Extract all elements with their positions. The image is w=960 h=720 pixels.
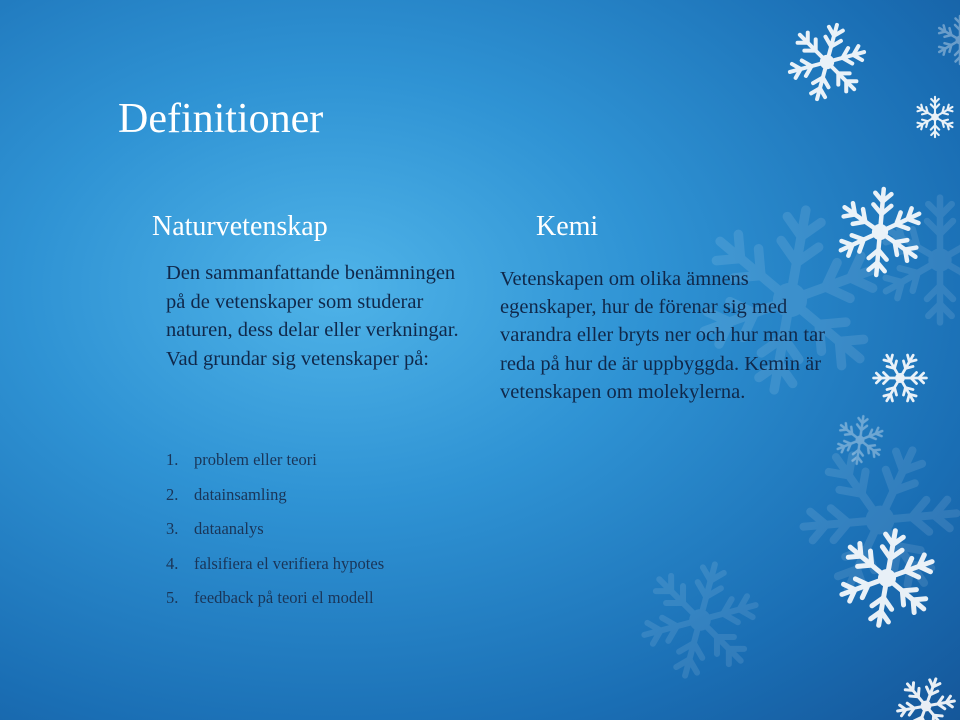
kemi-heading: Kemi [536,211,599,242]
list-item: 3. dataanalys [166,519,264,538]
naturvetenskap-heading: Naturvetenskap [152,211,328,242]
snowflake-icon [780,419,960,621]
snowflake-icon [879,198,960,323]
snowflake-icon [890,669,960,720]
list-item: 5. feedback på teori el modell [166,588,374,607]
list-item: 4. falsifiera el verifiera hypotes [166,553,385,573]
snowflake-icon [631,550,769,690]
slide-title: Definitioner [118,96,324,142]
snowflake-icon [915,97,954,137]
snowflake-icon [781,15,873,108]
list-item: 2. datainsamling [166,484,287,504]
method-steps-list [166,447,384,620]
naturvetenskap-definition: Den sammanfattande benämningen på de vetenskaper som studerar naturen, dess delar eller verkningar. Vad grundar sig vetenskaper på: [166,262,459,370]
snowflake-icon [834,413,887,467]
snowflake-icon [865,342,936,413]
kemi-definition: Vetenskapen om olika ämnens egenskaper, hur de förenar sig med varandra eller bryts ner och hur man tar reda på hur de är uppbyggda. Kemin är vetenskapen om molekylerna. [500,268,826,403]
list-item: 1. problem eller teori [166,450,317,469]
snowflake-icon [833,523,941,634]
snowflake-icon [937,16,960,64]
